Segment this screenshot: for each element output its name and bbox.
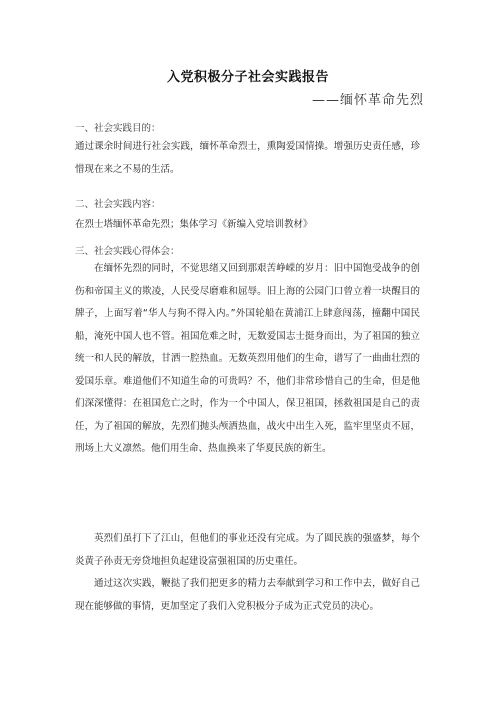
document-title: 入党积极分子社会实践报告 [166,70,329,85]
section-heading-content: 二、社会实践内容： [75,199,161,210]
reflection-paragraph-2: 英烈们虽打下了江山，但他们的事业还没有完成。为了圆民族的强盛梦，每个炎黄子孙责无旁贷地担负起建设富强祖国的历史重任。 [75,533,420,567]
reflection-paragraph-3: 通过这次实践，鞭挞了我们把更多的精力去奉献到学习和工作中去，做好自己现在能够做的事情，更加坚定了我们入党积极分子成为正式党员的决心。 [75,578,420,612]
section-heading-reflection: 三、社会实践心得体会： [75,246,180,257]
reflection-paragraph-1: 在缅怀先烈的同时，不觉思绪又回到那艰苦峥嵘的岁月：旧中国饱受战争的创伤和帝国主义的欺凌，人民受尽磨难和屈辱。旧上海的公园门口曾立着一块醒目的牌子，上面写着“华人与狗不得入内。”外国轮船在黄浦江上肆意闯荡，撞翻中国民船，淹死中国人也不管。祖国危难之时，无数爱国志士挺身而出，为了祖国的独立统一和人民的解放，甘洒一腔热血。无数英烈用他们的生命，谱写了一曲曲壮烈的爱国乐章。难道他们不知道生命的可贵吗？不，他们非常珍惜自己的生命，但是他们深深懂得：在祖国危亡之时，作为一个中国人，保卫祖国，拯救祖国是自己的责任，为了祖国的解放，先烈们抛头颅洒热血，战火中出生入死，监牢里坚贞不屈，刑场上大义凛然。他们用生命、热血换来了华夏民族的新生。 [75,263,420,454]
document-subtitle: ——缅怀革命先烈 [311,93,424,108]
section-heading-purpose: 一、社会实践目的： [75,123,161,134]
section-body-purpose: 通过课余时间进行社会实践，缅怀革命烈士，熏陶爱国情操。增强历史责任感，珍惜现在来之不易的生活。 [75,141,420,175]
section-body-content: 在烈士塔缅怀革命先烈；集体学习《新编入党培训教材》 [75,219,313,230]
